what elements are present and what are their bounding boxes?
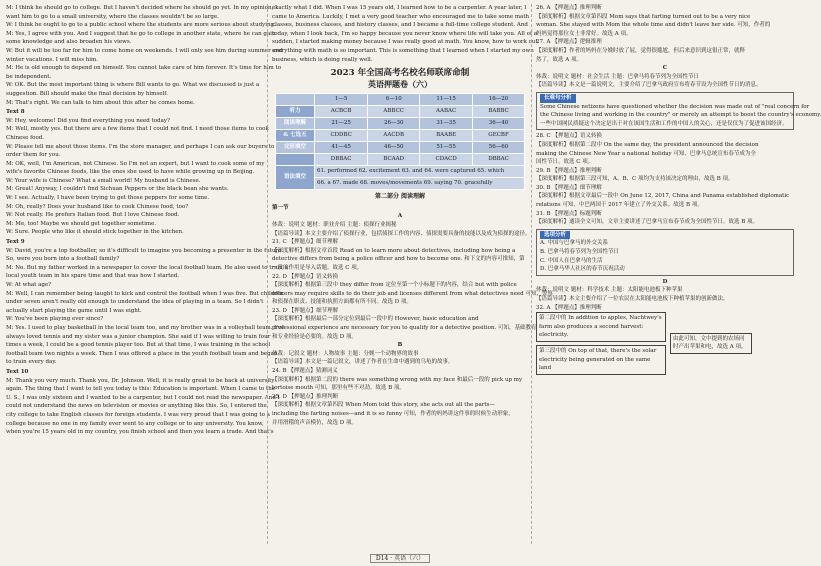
answer-cell: 51—55 [420,142,473,154]
answer-cell: 21—25 [315,118,368,130]
text-line: want him to go to a small university, where the classes wouldn't be so large. [6,13,219,20]
answer-cell: 46—50 [368,142,420,154]
passage-c-label: C [662,65,668,72]
text-line: 然了，故选 A 项。 [536,56,582,63]
column-divider [531,4,532,544]
analysis-box-2: 第三段中的 On top of that, there's the solar electricity being generated on the same land [536,345,666,375]
answer-header-cell: 1—5 [315,94,368,106]
text-line: 31. B 【押题点】标题判断 [536,210,602,217]
cloze-label: 语法填空 [276,166,315,190]
answer-row-label: 听力 [276,106,315,118]
option-item: A. 中国与巴拿马的外交关系 [540,240,608,247]
text-line: be independent. [6,73,52,80]
text-line: 【深度解析】根据文章第四段 Mom says that farting turned out to be a very nice [536,13,751,20]
long-sentence-line-2: the Chinese living and working in the country" or merely an attempt to boost the country's economy. [540,112,821,119]
passage-d-meta: 体裁：说明文 题材：科学技术 主题：太阳能电池板下种苹果 [536,287,683,294]
text-line: Chinese food. [6,134,45,141]
passage-b-answers [272,367,528,427]
text-line: W: Hey, welcome! Did you find everything you need today? [6,117,170,124]
answer-cell: 41—45 [315,142,368,154]
cloze-answers-2: 66. a 67. made 68. moves/movements 69. saying 70. gracefully [315,178,525,190]
answer-cell: BCAAD [368,154,420,166]
page-number: D14 · 英语（六） [370,554,430,563]
options-box [536,229,794,276]
answer-table [275,93,525,190]
text-line: including the farting noises—and it is so funny 可知，作者的妈妈讲这件事的时候生动形象， [272,411,514,417]
middle-column [272,4,553,427]
text-line: So, were you born into a football family? [6,256,120,263]
answer-row [276,154,525,166]
passage-d-guide: 【语篇导读】本文主要介绍了一位农民在太阳能电池板下种植苹果的创新做法。 [536,296,729,302]
text-line: under seven aren't really old enough to understand the idea of playing in a team. So I didn't [6,299,264,306]
text-line: when you're 15 years old in my country, you finish school and then you learn a trade. And that's [6,429,274,436]
cloze-row [276,166,525,178]
text-line: M: Oh, really? Does your husband like to cook Chinese food, too? [6,203,189,210]
answer-header-row [276,94,525,106]
text-line: W: I think he ought to go to a public school where the students are more serious about studying. [6,22,276,29]
text-line: order them for you. [6,152,61,159]
text-line: M: Me, too! Maybe we should get together sometime. [6,220,157,227]
text-line: W: David, you're a top footballer, so it's difficult to imagine you becoming a presenter in the future. [6,247,284,254]
text-line: 29. B 【押题点】推理判断 [536,167,602,174]
text-line: 【深度解析】根据最后一部分定位到最后一段中的 However, basic education and [272,316,479,323]
text-line: 【深度解析】根据文章第四段 When Mom told this story, she acts out all the parts— [272,402,495,409]
text-line: 【深度解析】通读全文可知，文章主要讲述了巴拿马宣布春节成为全国性节日。故选 B 项。 [536,219,759,226]
text-line: W: Not really. He prefers Italian food. But I love Chinese food. [6,212,180,219]
passage-b-meta: 体裁：记叙文 题材：人物故事 主题：分娩一个动物界的故事 [272,350,419,357]
passage-a-answers [272,238,553,341]
answer-cell: ABBCC [368,106,420,118]
long-sentence-box [536,92,821,130]
text-line: M: OK, well, I'm American, not Chinese. So I'm not an expert, but I want to cook some of my [6,160,265,167]
text-line: W: Sure. People who like it should stick together in the kitchen. [6,229,184,236]
text-line: W: Please tell me about those items. I'm the store manager, and perhaps I can ask our buyers to [6,143,275,150]
analysis-stack [536,312,666,375]
text-line: 【深度解析】根据文章最后一段中 On June 12, 2017, China and Panama established diplomatic [536,193,790,200]
text-line: some knowledge and also broaden his views. [6,39,132,46]
text-line: making the Chinese New Year a national holiday 可知，巴拿马总统宣布春节成为全 [536,150,756,157]
answer-row [276,118,525,130]
passage-a-label: A [397,213,403,220]
text-line: suggestion. Bill should make the final decision by himself. [6,90,168,97]
answer-cell: ACBCB [315,106,368,118]
answer-cell: 56—60 [473,142,525,154]
answer-cell: AACDB [368,130,420,142]
answer-header-cell: 6—10 [368,94,420,106]
analysis-box-1: 第二段中的 In addition to apples, Nachtwey's farm also produces a second harvest: electricity. [536,312,666,342]
text-line: exactly what I did. When I was 15 years old, I learned how to be a carpenter. A year later, I [272,5,527,11]
text-line: wife's favorite Chinese foods, like the ones she used to have while growing up in Beijing. [6,169,255,176]
answer-cell: 26—30 [368,118,420,130]
text-line: 妈妈觉得那位女士非常好。故选 A 项。 [536,30,632,37]
answer-cell: DBBAC [315,154,368,166]
dialogue-continued [6,4,283,107]
text-line: came to America. Luckily, I met a very good teacher who encouraged me to take some math [272,13,530,20]
text-line: M: He is old enough to depend on himself. You cannot take care of him forever. It's time for him to [6,65,282,72]
text-line: college because no one in my family ever went to any college or to any university. You know, [6,420,264,427]
text-line: city college to take English classes for foreign students. I was very proud that I was going to a [6,411,270,418]
text-line: M: I think he should go to college. But I haven't decided where he should go yet. In my opinion, I [6,5,278,11]
passage-b-guide: 【语篇导读】本文是一篇记叙文，讲述了作者在生命中遇到的乌龟的故事。 [272,359,454,366]
answer-cell: CDACD [420,154,473,166]
option-item: D. 巴拿马华人社区的春节庆祝活动 [540,266,625,273]
answer-row [276,130,525,142]
passage-a-meta: 体裁：说明文 题材：职业介绍 主题：侦探行业揭秘 [272,221,397,228]
answer-corner [276,94,315,106]
text-line: W: But it will be too far for him to come home on weekends. I will only see him during summer and [6,47,283,54]
text-line: sudden, I started making money because I was really good at math. You know, how to work out [272,39,538,46]
text-line: M: Thank you very much. Thank you, Dr. Johnson. Well, it is really great to be back at university [6,377,275,384]
text-line: winter vacations. I will miss him. [6,56,99,63]
answer-cell: AABAC [420,106,473,118]
text-line: 国性节日。故选 C 项。 [536,159,594,166]
answer-cell: DBBAC [473,154,525,166]
passage-c-guide: 【语篇导读】本文是一篇说明文，主要介绍了巴拿马政府宣布将春节设为全国性节日的消息。 [536,82,762,89]
text-line: professional experience are necessary for you to qualify for a detective position. 可知，基础教育 [272,325,537,332]
text-line: 26. A 【押题点】推理判断 [536,5,602,11]
text-line: 和侦探在职责、技能和执照方面都有所不同。故选 D 项。 [272,299,412,306]
text-line: M: That's right. We can talk to him about this after he comes home. [6,99,195,106]
text-line: 【深度解析】作者的妈妈在分娩时放了屁，觉得很尴尬，但后来意识到这很正常，就释 [536,47,746,54]
text-line: 21. C 【押题点】细节理解 [272,239,338,246]
text-line: U. S., I was only sixteen and I wanted to be a carpenter, but I could not read the newspaper. And I [6,394,280,401]
exam-title: 2023 年全国高考名校名师联席命制 [330,68,470,79]
text-line: football team two nights a week. Then I was offered a place in the youth football team and began [6,350,278,357]
text-line: 并用滑稽的声音模仿，故选 D 项。 [272,419,357,426]
text-line: tortoise mouth 可知，那里有些不对劲。故选 B 项。 [272,385,405,392]
text-line: local youth team in his spare time and that was how I started. [6,273,180,280]
section-heading: 第一节 [272,204,289,211]
answer-cell: BABBC [473,106,525,118]
text-line: 27. A 【押题点】逻辑推理 [536,39,602,46]
text-line: 【深度解析】根据第二段的 there was something wrong with my face 和最后一段的 pick up my [272,376,523,383]
text-line: 24. B 【押题点】猜测词义 [272,368,338,375]
text-line: M: Well, mostly yes. But there are a few items that I could not find. I need those items to cook [6,126,269,133]
passage-d-question: 32. A 【押题点】推理判断 [536,304,602,311]
analysis-conclusion: 由此可知，文中提到的农场同时产出苹果和电，故选 A 项。 [670,333,752,354]
text-line: 28. C 【押题点】语义转换 [536,133,602,140]
text-line: 30. B 【押题点】细节理解 [536,184,602,191]
option-item: C. 中国人在巴拿马的生活 [540,257,603,264]
long-sentence-label: 长难句分析 [540,94,576,103]
text-line: M: No. But my father worked in a newspaper to cover the local football team. He also used to train a [6,264,288,271]
text-line: W: You've been playing ever since? [6,316,104,323]
text-line: W: At what age? [6,282,52,288]
text-line: always loved tennis and my sister was a junior champion. She said if I was willing to train four [6,333,271,340]
text-line: M: Great! Anyway, I couldn't find Sichuan Peppers or the black bean she wants. [6,186,229,193]
text-line: to train every day. [6,359,57,366]
options-label: 选项分析 [540,231,570,240]
answer-cell: GECBF [473,130,525,142]
text-line: business, which is doing really well. [272,56,373,63]
text10-title: Text 10 [6,368,29,375]
text-line: 22. D 【押题点】语义转换 [272,273,339,280]
column-divider [267,4,268,544]
text-line: M: Well, I can remember being taught to kick and control the football when I was five. But children [6,290,284,297]
text-line: M: Yes, I agree with you. And I suggest that he go to college in another state, where he can gain [6,30,276,37]
passage-c-meta: 体裁：说明文 题材：社会生活 主题：巴拿马将春节列为全国性节日 [536,73,699,80]
text-line: 23. D 【押题点】细节理解 [272,307,339,314]
answer-cell: 36—40 [473,118,525,130]
answer-header-cell: 11—15 [420,94,473,106]
text-line: W: I see. Actually, I have been trying to get those peppers for some time. [6,195,210,202]
text-line: officers may require skills to do their job and licenses different from what detectives need 可知，警察 [272,290,553,297]
text9-dialogue [6,247,288,367]
text-line: 【深度解析】根据文章首段 Read on to learn more about detectives, including how being a [272,247,516,254]
passage-d-label: D [662,278,668,285]
text-line: 一段的作用是导入话题。故选 C 项。 [272,264,363,271]
long-sentence-translation: 一些中国网民质疑这个决定是出于对在该国生活和工作的中国人的关心，还是仅仅为了促进该国经济。 [540,120,788,127]
text8-dialogue [6,117,275,237]
answer-header-cell: 16—20 [473,94,525,106]
answer-row-label: & 七选五 [276,130,315,142]
text10-monologue [6,377,280,437]
text10-continued [272,4,538,64]
right-column [536,4,821,375]
text9-title: Text 9 [6,239,25,246]
text-line: woman. She stayed with Mom the whole time and didn't leave her side. 可知，作者的 [536,22,771,29]
text-line: times a week, I could be a good tennis player too. But at that time, I was training in the school [6,342,271,349]
text-line: actually start playing the game until I was eight. [6,307,142,314]
text-line: today, when I look back, I'm so happy because you never know where life will take you. All of a [272,30,538,37]
option-item: B. 巴拿马将春节列为全国性节日 [540,249,620,256]
text-line: W: OK. But the most important thing is where Bill wants to go. What we discussed is just a [6,82,260,89]
text-line: M: Yes. I used to play basketball in the local team too, and my brother was in a volleyball team. I've [6,324,285,331]
answer-row [276,106,525,118]
text-line: 和专业经验是必要的。故选 D 项。 [272,333,357,340]
answer-cell: 31—35 [420,118,473,130]
text-line: 【深度解析】根据第三段中 they differ from 定位至第一个小标题下的内容，结合 but with police [272,282,517,289]
text-line: classes, business classes, and history classes, and I became a full-time college student. And [272,22,528,29]
passage-a-guide: 【语篇导读】本文主要介绍了侦探行业，包括侦探工作的内容、侦探需要具备的技能以及成为侦探的途径。 [272,230,531,237]
text-line: 【深度解析】根据第三段可知，A、B、C 项均为支持该决定的理由，故选 B 项。 [536,176,734,183]
part-heading: 第二部分 阅读理解 [374,193,426,201]
text-line: W: Your wife is Chinese? What a small world! My husband is Chinese. [6,177,201,184]
text-line: 【深度解析】根据第二段中 On the same day, the president announced the decision [536,141,759,148]
passage-b-label: B [397,342,403,349]
page-footer [0,553,800,562]
text-line: everything with math is so important. This is something that I learned when I started my own [272,47,534,54]
answer-row-label: 阅读理解 [276,118,315,130]
text-line: again. The thing that I want to tell you today is this: Education is important. When I came to the [6,386,275,393]
text-line: could not understand the news on television or movies or anything like this. So, I entered the [6,403,267,410]
answer-row-label: 完形填空 [276,142,315,154]
answer-row [276,142,525,154]
text-line: 25. D 【押题点】推理判断 [272,393,339,400]
passage-c-answers [536,132,794,227]
long-sentence-line-1: Some Chinese netizens have questioned whether the decision was made out of "real concern for [540,103,810,110]
analysis-diagram [536,312,794,375]
text8-title: Text 8 [6,109,25,116]
cloze-answers-1: 61. performed 62. excitement 63. and 64. were captured 65. which [315,166,525,178]
exam-subtitle: 英语押题卷（六） [368,79,432,90]
text-line: detective differs from being a police officer and how to become one. 和下文的内容可推知，第 [272,256,525,263]
passage-b-continued [536,4,794,64]
answer-cell: CDDBC [315,130,368,142]
answer-cell: BAABE [420,130,473,142]
text-line: relations 可知，中巴两国于 2017 年建立了外交关系。故选 B 项。 [536,202,703,209]
answer-row-label [276,154,315,166]
